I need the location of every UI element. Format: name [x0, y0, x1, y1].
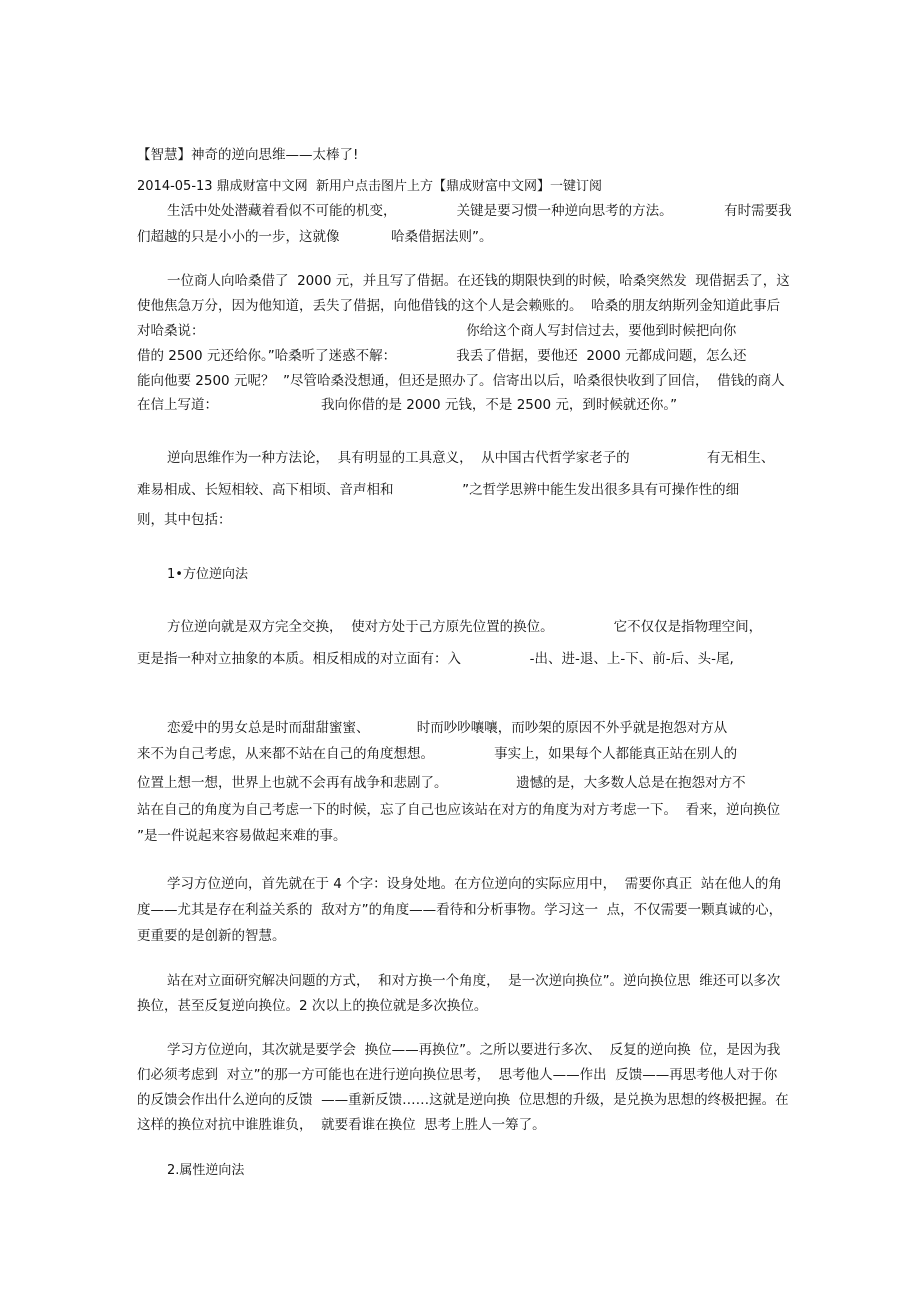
learn-line: 学习方位逆向，首先就在于 4 个字：设身处地。在方位逆向的实际应用中， 需要你真正 站在他人的角: [167, 876, 782, 892]
method-line: 难易相成、长短相较、高下相顷、音声相和 ”之哲学思辨中能生发出很多具有可操作性的细: [137, 482, 740, 498]
article-meta: 2014-05-13 鼎成财富中文网 新用户点击图片上方【鼎成财富中文网】一键订阅: [137, 179, 602, 194]
lovers-line: 来不为自己考虑，从来都不站在自己的角度想想。 事实上，如果每个人都能真正站在别人的: [137, 746, 738, 762]
definition-line: 更是指一种对立抽象的本质。相反相成的对立面有：入 -出、进-退、上-下、前-后、头-尾,: [137, 651, 734, 667]
story-line: 借的 2500 元还给你。”哈桑听了迷惑不解： 我丢了借据，要他还 2000 元都成问题，怎么还: [137, 348, 747, 364]
learn-line: 们必须考虑到 对立”的那一方可能也在进行逆向换位思考， 思考他人——作出 反馈——再思考他人对于你: [137, 1067, 778, 1083]
story-line: 使他焦急万分，因为他知道，丢失了借据，向他借钱的这个人是会赖账的。 哈桑的朋友纳斯列金知道此事后: [137, 298, 781, 314]
lovers-line: ”是一件说起来容易做起来难的事。: [137, 828, 347, 844]
intro-line: 生活中处处潜藏着看似不可能的机变， 关键是要习惯一种逆向思考的方法。 有时需要我: [167, 203, 792, 219]
method-line: 则，其中包括：: [137, 512, 232, 528]
story-line: 对哈桑说： 你给这个商人写封信过去，要他到时候把向你: [137, 323, 737, 339]
article-title: 【智慧】神奇的逆向思维——太棒了!: [137, 147, 359, 163]
lovers-line: 站在自己的角度为自己考虑一下的时候，忘了自己也应该站在对方的角度为对方考虑一下。 看来，逆向换位: [137, 802, 781, 818]
story-line: 在信上写道： 我向你借的是 2000 元钱，不是 2500 元，到时候就还你。”: [137, 397, 678, 413]
learn-line: 更重要的是创新的智慧。: [137, 928, 286, 944]
method-line: 逆向思维作为一种方法论， 具有明显的工具意义， 从中国古代哲学家老子的 有无相生、: [167, 450, 775, 466]
story-line: 一位商人向哈桑借了 2000 元，并且写了借据。在还钱的期限快到的时候，哈桑突然发 现借据丢了，这: [167, 273, 790, 289]
opposite-line: 换位，甚至反复逆向换位。2 次以上的换位就是多次换位。: [137, 998, 488, 1014]
learn-line: 这样的换位对抗中谁胜谁负， 就要看谁在换位 思考上胜人一筹了。: [137, 1117, 546, 1133]
learn-line: 的反馈会作出什么逆向的反馈 ——重新反馈……这就是逆向换 位思想的升级，是兑换为思想的终极把握。在: [137, 1092, 789, 1108]
story-line: 能向他要 2500 元呢？ ”尽管哈桑没想通，但还是照办了。信寄出以后，哈桑很快收到了回信， 借钱的商人: [137, 373, 785, 389]
opposite-line: 站在对立面研究解决问题的方式， 和对方换一个角度， 是一次逆向换位”。逆向换位思 维还可以多次: [167, 973, 781, 989]
lovers-line: 位置上想一想，世界上也就不会再有战争和悲剧了。 遗憾的是，大多数人总是在抱怨对方不: [137, 775, 746, 791]
intro-line: 们超越的只是小小的一步，这就像 哈桑借据法则”。: [137, 229, 493, 245]
learn-line: 度——尤其是存在利益关系的 敌对方”的角度——看待和分析事物。学习这一 点，不仅需要一颗真诚的心，: [137, 902, 783, 918]
section-heading-2: 2.属性逆向法: [167, 1163, 245, 1178]
lovers-line: 恋爱中的男女总是时而甜甜蜜蜜、 时而吵吵嚷嚷，而吵架的原因不外乎就是抱怨对方从: [167, 720, 728, 736]
definition-line: 方位逆向就是双方完全交换， 使对方处于己方原先位置的换位。 它不仅仅是指物理空间，: [167, 619, 763, 635]
learn-line: 学习方位逆向，其次就是要学会 换位——再换位”。之所以要进行多次、 反复的逆向换 位，是因为我: [167, 1042, 781, 1058]
section-heading-1: 1•方位逆向法: [167, 567, 248, 582]
